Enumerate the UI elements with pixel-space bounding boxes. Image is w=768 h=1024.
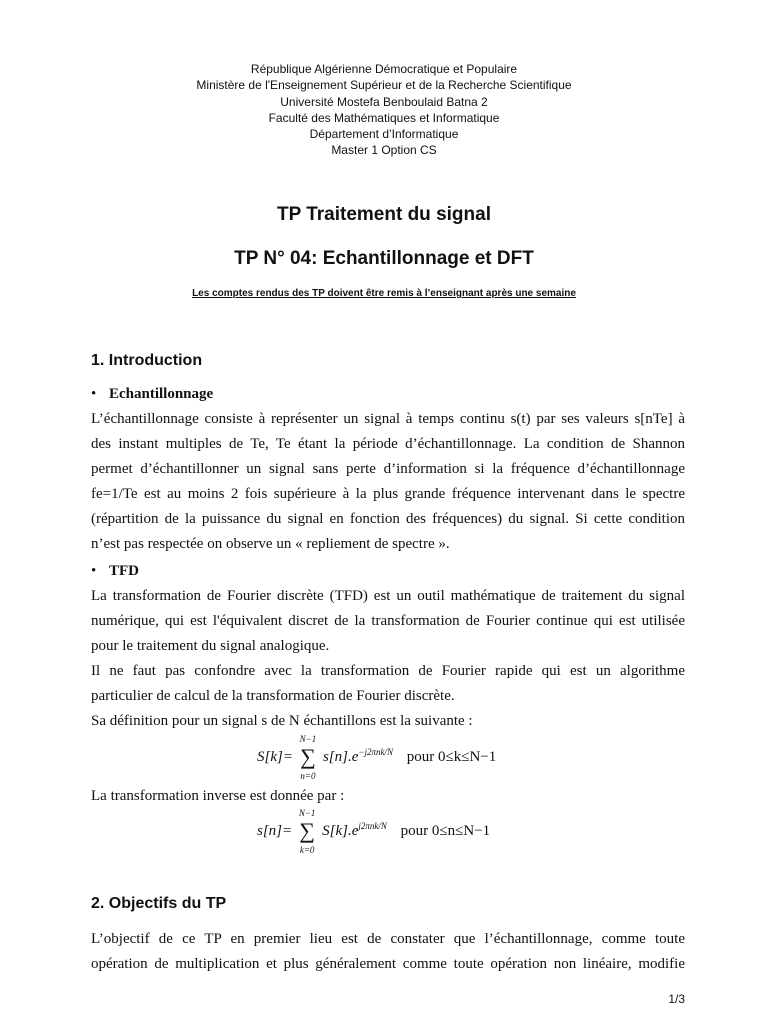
text-line: La transformation de Fourier discrète (TFD) est un outil mathématique de traitement du signal [91,588,685,604]
sum-symbol: ∑ [300,744,316,769]
text-line: particulier de calcul de la transformation de Fourier discrète. [91,688,455,704]
document-subtitle: TP N° 04: Echantillonnage et DFT [234,248,534,269]
paragraph-echantillonnage [91,407,685,557]
header-line: République Algérienne Démocratique et Populaire [250,62,518,76]
formula-term: S[k].e [322,822,359,839]
text-line: Sa définition pour un signal s de N échantillons est la suivante : [91,713,473,729]
institution-header [0,61,768,159]
text-line: pour le traitement du signal analogique. [91,638,330,654]
page-number: 1/3 [668,992,685,1006]
bullet-label: Echantillonnage [109,386,214,402]
header-line: Faculté des Mathématiques et Informatique [268,110,500,125]
text-line: permet d’échantillonner un signal sans perte d’information si la fréquence d’échantillonnage [91,461,685,477]
header-line: Département d’Informatique [309,127,459,142]
bullet-tfd [91,563,139,580]
header-line: Master 1 Option CS [331,143,437,158]
bullet-echantillonnage [91,386,213,403]
text-line: numérique, qui est l'équivalent discret de la transformation de Fourier continue qui est utilisée [91,613,685,629]
section-heading-objectifs: 2. Objectifs du TP [91,895,227,912]
paragraph-tfd [91,584,685,734]
sum-lower-bound: n=0 [300,771,316,781]
formula-term: s[n].e [322,748,359,765]
header-line: Université Mostefa Benboulaid Batna 2 [280,94,488,109]
sum-upper-bound: N−1 [298,808,316,818]
text-line: fe=1/Te est au moins 2 fois supérieure à la plus grande fréquence intervenant dans le spectre [91,486,685,502]
sum-lower-bound: k=0 [299,845,315,855]
formula-exponent: j2πnk/N [358,820,387,831]
header-line: Ministère de l'Enseignement Supérieur et de la Recherche Scientifique [196,78,572,93]
paragraph-objectifs [91,927,685,977]
summation [293,734,323,781]
formula-condition: pour 0≤k≤N−1 [406,748,497,765]
formula-lhs: S[k]= [257,748,293,765]
text-line: (répartition de la puissance du signal en fonction des fréquences) du signal. Si cette condition [91,511,685,527]
sum-symbol: ∑ [299,818,315,843]
text-line: L’échantillonnage consiste à représenter un signal à temps continu s(t) par ses valeurs s[nTe] à [91,411,685,427]
text-line: des instant multiples de Te, Te étant la période d’échantillonnage. La condition de Shannon [91,436,685,452]
bullet-icon: • [91,386,97,402]
text-line: La transformation inverse est donnée par : [91,788,345,804]
text-line: opération de multiplication et plus généralement comme toute opération non linéaire, modifie [91,956,685,972]
document-title: TP Traitement du signal [277,204,491,225]
section-heading-introduction: 1. Introduction [91,352,203,369]
summation [292,808,322,855]
formula-exponent: −j2πnk/N [358,746,393,757]
idft-formula [257,808,491,855]
formula-condition: pour 0≤n≤N−1 [400,822,491,839]
text-line: L’objectif de ce TP en premier lieu est de constater que l’échantillonnage, comme toute [91,931,685,947]
sum-upper-bound: N−1 [299,734,317,744]
dft-formula [257,734,497,781]
text-line: Il ne faut pas confondre avec la transformation de Fourier rapide qui est un algorithme [91,663,685,679]
bullet-icon: • [91,563,97,579]
text-line: n’est pas respectée on observe un « repliement de spectre ». [91,536,450,552]
paragraph-inverse [91,784,685,809]
bullet-label: TFD [109,563,139,579]
submission-notice: Les comptes rendus des TP doivent être remis à l’enseignant après une semaine [192,288,576,299]
formula-lhs: s[n]= [257,822,293,839]
